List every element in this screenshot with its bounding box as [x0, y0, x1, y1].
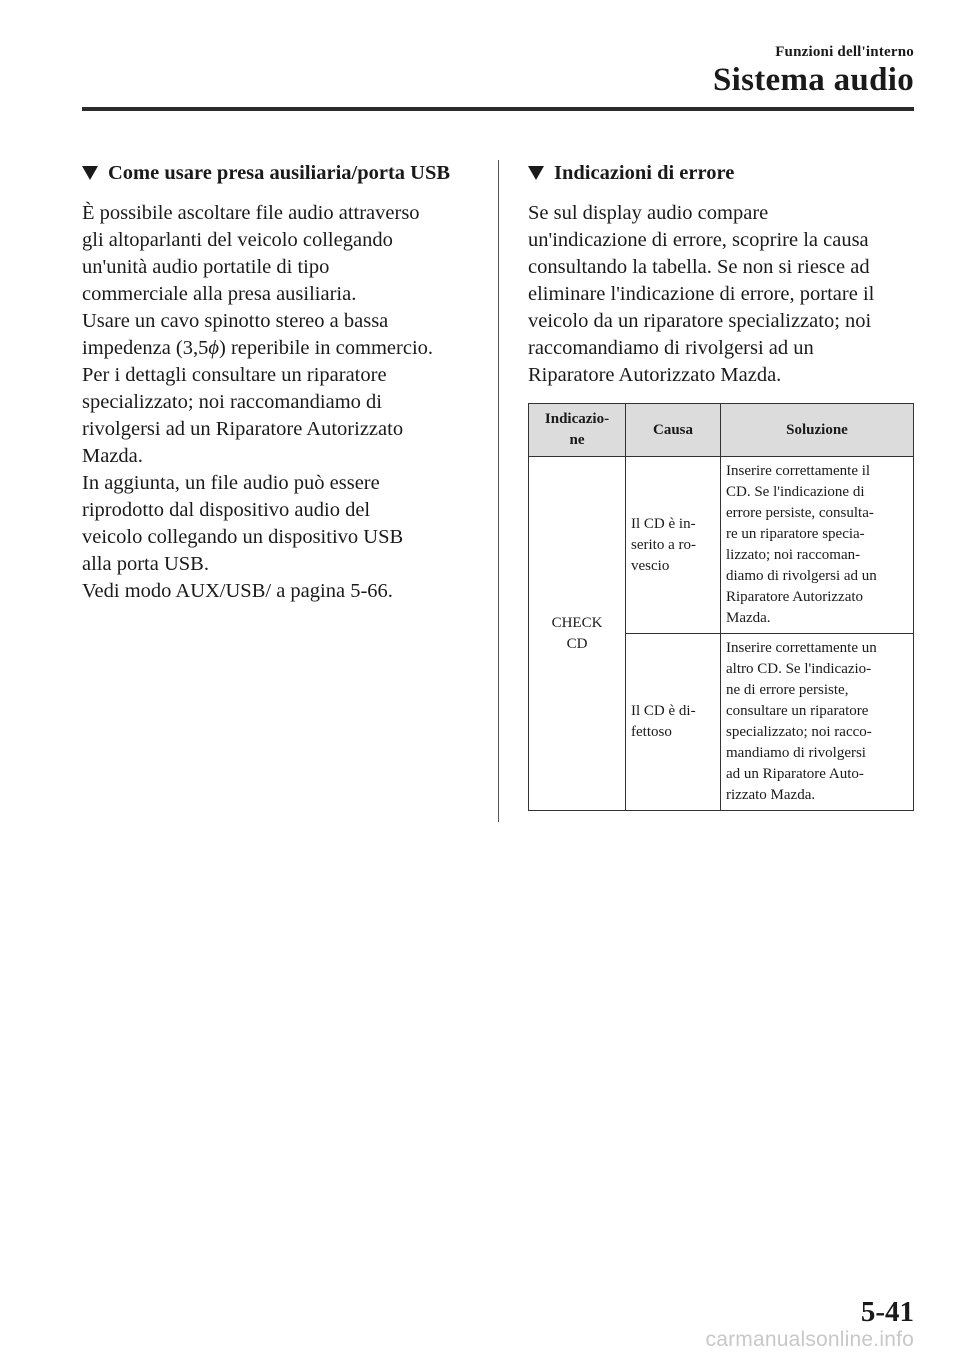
header-cause: Causa [626, 404, 721, 457]
section-heading-text: Come usare presa ausiliaria/porta USB [108, 162, 451, 184]
table-header-row [529, 404, 914, 457]
aux-paragraph-part-b: ) reperibile in commercio. Per i dettagli consultare un riparatore specializzato; noi raccomandiamo di rivolgersi ad un Riparatore Autorizzato Mazda. In aggiunta, un file audio può essere riprodotto dal dispositivo audio del veicolo collegando un dispositivo USB alla porta USB. Vedi modo AUX/USB/ a pagina 5-66. [82, 337, 434, 602]
header-subtitle: Funzioni dell'interno [775, 44, 914, 60]
solution-cell: Inserire correttamente il CD. Se l'indicazione di errore persiste, consulta- re un riparatore specia- lizzato; noi raccoman- diamo di rivolgersi ad un Riparatore Autorizzato Mazda. [721, 457, 914, 634]
aux-paragraph-part-a: È possibile ascoltare file audio attraverso gli altoparlanti del veicolo collegando un'unità audio portatile di tipo commerciale alla presa ausiliaria. Usare un cavo spinotto stereo a bassa impedenza (3,5 [82, 202, 420, 359]
cause-cell: Il CD è di- fettoso [626, 634, 721, 811]
error-table [528, 403, 914, 811]
phi-symbol: ϕ [208, 337, 219, 359]
triangle-bullet-icon [528, 166, 544, 180]
header-solution: Soluzione [721, 404, 914, 457]
cause-cell: Il CD è in- serito a ro- vescio [626, 457, 721, 634]
column-divider [498, 160, 499, 822]
aux-usb-body-text [82, 200, 478, 605]
solution-cell: Inserire correttamente un altro CD. Se l'indicazio- ne di errore persiste, consultare un riparatore specializzato; noi racco- mandiamo di rivolgersi ad un Riparatore Auto- rizzato Mazda. [721, 634, 914, 811]
header-title: Sistema audio [712, 62, 914, 98]
table-row [529, 457, 914, 634]
watermark: carmanualsonline.info [705, 1328, 914, 1351]
left-column [82, 160, 478, 605]
header-indication: Indicazio- ne [529, 404, 626, 457]
section-heading-errors [528, 160, 916, 186]
section-heading-aux-usb [82, 160, 478, 186]
header-rule [82, 107, 914, 111]
section-heading-text: Indicazioni di errore [554, 162, 735, 184]
triangle-bullet-icon [82, 166, 98, 180]
indication-cell: CHECK CD [529, 457, 626, 811]
right-column [528, 160, 916, 389]
page-number: 5-41 [860, 1296, 914, 1328]
errors-body-text: Se sul display audio compare un'indicazione di errore, scoprire la causa consultando la tabella. Se non si riesce ad eliminare l'indicazione di errore, portare il veicolo da un riparatore specializzato; noi raccomandiamo di rivolgersi ad un Riparatore Autorizzato Mazda. [528, 202, 875, 386]
